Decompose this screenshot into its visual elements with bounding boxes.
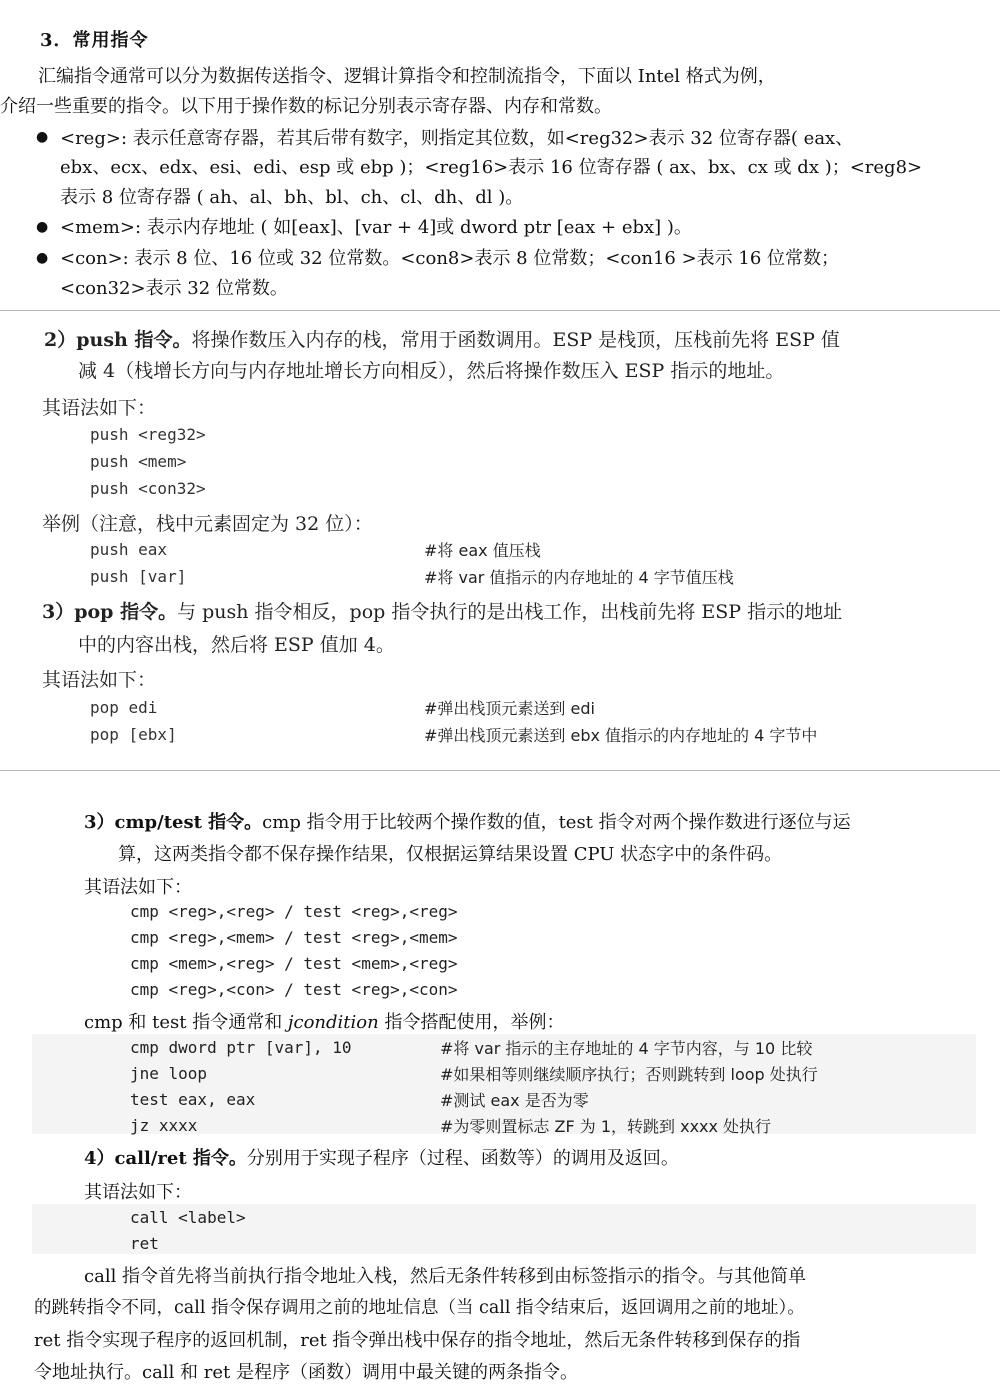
- code-line: cmp dword ptr [var], 10: [130, 1038, 352, 1057]
- push-desc-2: 减 4（栈增长方向与内存地址增长方向相反），然后将操作数压入 ESP 指示的地址。: [78, 360, 785, 382]
- code-line: push eax: [90, 540, 168, 559]
- jcondition-line: [84, 1008, 564, 1034]
- code-line: cmp <reg>,<reg> / test <reg>,<reg>: [130, 902, 458, 921]
- con-item-line-2: <con32>表示 32 位常数。: [60, 278, 288, 299]
- pop-desc-1: 与 push 指令相反，pop 指令执行的是出栈工作，出栈前先将 ESP 指示的地址: [177, 601, 843, 623]
- code-line: cmp <reg>,<con> / test <reg>,<con>: [130, 980, 458, 999]
- push-desc-1: 将操作数压入内存的栈，常用于函数调用。ESP 是栈顶，压栈前先将 ESP 值: [191, 329, 840, 351]
- con-item-line-1: <con>: 表示 8 位、16 位或 32 位常数。<con8>表示 8 位常数；<con16 >表示 16 位常数；: [60, 248, 839, 269]
- cmp-line-1: [84, 808, 851, 834]
- code-line: jz xxxx: [130, 1116, 198, 1135]
- code-line: push <reg32>: [90, 425, 206, 444]
- call-para-2: 的跳转指令不同，call 指令保存调用之前的地址信息（当 call 指令结束后，返回调用之前的地址）。: [34, 1298, 805, 1318]
- call-para-3: ret 指令实现子程序的返回机制，ret 指令弹出栈中保存的指令地址，然后无条件转移到保存的指: [34, 1330, 801, 1351]
- cmp-desc-1: cmp 指令用于比较两个操作数的值，test 指令对两个操作数进行逐位与运: [262, 812, 851, 833]
- jcondition-pre: cmp 和 test 指令通常和: [84, 1012, 288, 1033]
- reg-item-line-3: 表示 8 位寄存器 ( ah、al、bh、bl、ch、cl、dh、dl )。: [60, 187, 524, 208]
- call-line-1: [84, 1144, 679, 1170]
- intro-line-2: 介绍一些重要的指令。以下用于操作数的标记分别表示寄存器、内存和常数。: [0, 96, 612, 117]
- call-heading: 4）call/ret 指令。: [84, 1148, 247, 1169]
- bullet-icon: ●: [36, 250, 49, 266]
- code-line: jne loop: [130, 1064, 208, 1083]
- push-heading: 2）push 指令。: [44, 329, 192, 351]
- code-line: pop [ebx]: [90, 725, 177, 744]
- code-line: pop edi: [90, 698, 158, 717]
- section-title: 3．常用指令: [40, 30, 149, 51]
- code-comment: #测试 eax 是否为零: [440, 1091, 589, 1110]
- code-line: ret: [130, 1234, 159, 1253]
- code-comment: #如果相等则继续顺序执行；否则跳转到 loop 处执行: [440, 1065, 818, 1084]
- cmp-heading: 3）cmp/test 指令。: [84, 812, 263, 833]
- divider: [0, 770, 1000, 771]
- push-line-1: [44, 325, 840, 352]
- reg-item-line-2: ebx、ecx、edx、esi、edi、esp 或 ebp )；<reg16>表示 16 位寄存器 ( ax、bx、cx 或 dx )；<reg8>: [60, 157, 923, 178]
- syntax-label: 其语法如下：: [42, 397, 157, 419]
- jcondition-post: 指令搭配使用，举例：: [378, 1012, 565, 1033]
- code-line: push <mem>: [90, 452, 187, 471]
- code-line: test eax, eax: [130, 1090, 256, 1109]
- code-line: push [var]: [90, 567, 187, 586]
- reg-item-line-1: <reg>: 表示任意寄存器，若其后带有数字，则指定其位数，如<reg32>表示 32 位寄存器( eax、: [60, 128, 854, 149]
- code-comment: #为零则置标志 ZF 为 1，转跳到 xxxx 处执行: [440, 1117, 772, 1136]
- code-line: push <con32>: [90, 479, 206, 498]
- example-label: 举例（注意，栈中元素固定为 32 位）：: [42, 513, 373, 535]
- syntax-label: 其语法如下：: [42, 669, 157, 691]
- code-line: cmp <mem>,<reg> / test <mem>,<reg>: [130, 954, 458, 973]
- call-desc: 分别用于实现子程序（过程、函数等）的调用及返回。: [246, 1148, 679, 1169]
- bullet-icon: ●: [36, 129, 49, 145]
- intro-line-1: 汇编指令通常可以分为数据传送指令、逻辑计算指令和控制流指令，下面以 Intel 格式为例，: [38, 66, 776, 87]
- code-comment: #弹出栈顶元素送到 ebx 值指示的内存地址的 4 字节中: [424, 726, 818, 745]
- pop-desc-2: 中的内容出栈，然后将 ESP 值加 4。: [78, 634, 395, 656]
- call-para-4: 令地址执行。call 和 ret 是程序（函数）调用中最关键的两条指令。: [34, 1362, 578, 1383]
- call-para-1: call 指令首先将当前执行指令地址入栈，然后无条件转移到由标签指示的指令。与其他简单: [84, 1266, 807, 1287]
- code-line: cmp <reg>,<mem> / test <reg>,<mem>: [130, 928, 458, 947]
- mem-item-line-1: <mem>: 表示内存地址 ( 如[eax]、[var + 4]或 dword ptr [eax + ebx] )。: [60, 217, 692, 238]
- pop-heading: 3）pop 指令。: [42, 601, 178, 623]
- jcondition-term: jcondition: [287, 1012, 379, 1033]
- divider: [0, 310, 1000, 311]
- code-comment: #将 eax 值压栈: [424, 541, 541, 560]
- pop-line-1: [42, 597, 842, 624]
- bullet-icon: ●: [36, 219, 49, 235]
- syntax-label: 其语法如下：: [84, 877, 192, 898]
- code-comment: #弹出栈顶元素送到 edi: [424, 699, 595, 718]
- cmp-desc-2: 算，这两类指令都不保存操作结果，仅根据运算结果设置 CPU 状态字中的条件码。: [118, 844, 783, 865]
- syntax-label: 其语法如下：: [84, 1182, 192, 1203]
- code-comment: #将 var 指示的主存地址的 4 字节内容，与 10 比较: [440, 1039, 813, 1058]
- code-line: call <label>: [130, 1208, 246, 1227]
- code-comment: #将 var 值指示的内存地址的 4 字节值压栈: [424, 568, 734, 587]
